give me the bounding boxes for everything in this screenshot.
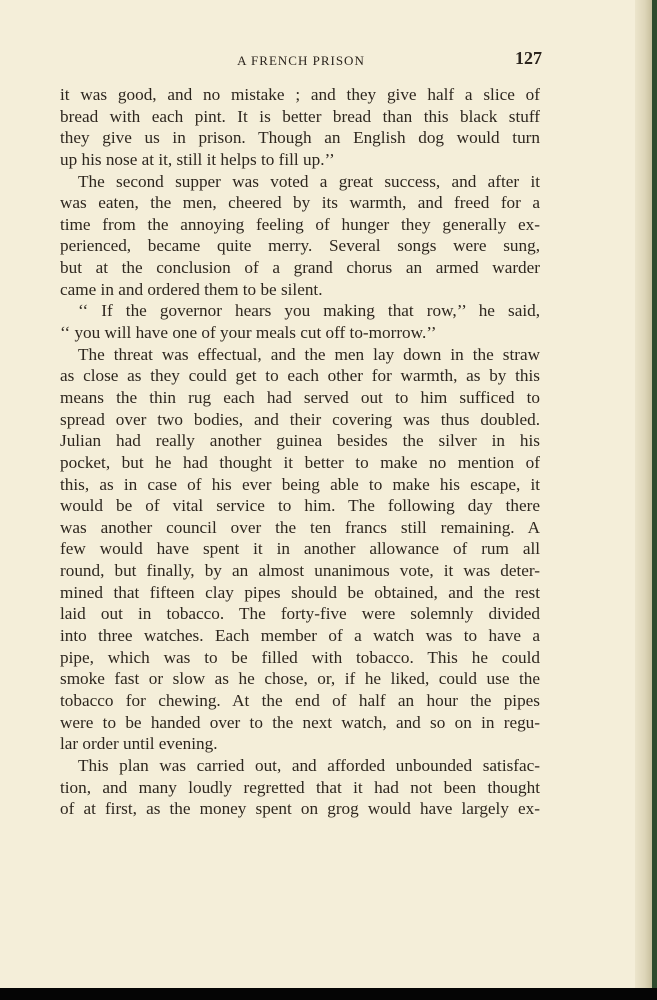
text-line: as close as they could get to each other for warmth, as by this: [60, 366, 540, 386]
book-spine-edge: [652, 0, 657, 988]
text-line: mined that fifteen clay pipes should be obtained, and the rest: [60, 582, 540, 602]
body-text: [60, 84, 540, 820]
text-line: bread with each pint. It is better bread than this black stuff: [60, 106, 540, 126]
text-line: it was good, and no mistake ; and they give half a slice of: [60, 85, 540, 104]
text-line: time from the annoying feeling of hunger they generally ex-: [60, 214, 540, 234]
text-line: they give us in prison. Though an English dog would turn: [60, 128, 540, 148]
text-line: pipe, which was to be filled with tobacco. This he could: [60, 647, 540, 667]
text-line: into three watches. Each member of a watch was to have a: [60, 626, 540, 646]
text-line: ‘‘ If the governor hears you making that row,’’ he said,: [78, 301, 540, 321]
text-line: Julian had really another guinea besides the silver in his: [60, 431, 540, 451]
text-line: of at first, as the money spent on grog would have largely ex-: [60, 799, 540, 819]
text-line: laid out in tobacco. The forty-five were solemnly divided: [60, 604, 540, 624]
text-line: This plan was carried out, and afforded unbounded satisfac-: [78, 755, 540, 775]
running-head: A FRENCH PRISON: [237, 53, 365, 68]
text-line: were to be handed over to the next watch, and so on in regu-: [60, 712, 540, 732]
text-line: round, but finally, by an almost unanimous vote, it was deter-: [60, 561, 540, 581]
text-line: but at the conclusion of a grand chorus an armed warder: [60, 258, 540, 278]
text-line: was eaten, the men, cheered by its warmth, and freed for a: [60, 193, 540, 213]
text-line: smoke fast or slow as he chose, or, if he liked, could use the: [60, 669, 540, 689]
text-line: perienced, became quite merry. Several songs were sung,: [60, 236, 540, 256]
text-line: came in and ordered them to be silent.: [60, 279, 323, 299]
text-line: few would have spent it in another allowance of rum all: [60, 539, 540, 559]
text-line: The second supper was voted a great success, and after it: [78, 171, 540, 191]
text-line: pocket, but he had thought it better to make no mention of: [60, 452, 540, 472]
text-line: this, as in case of his ever being able to make his escape, it: [60, 474, 540, 494]
text-line: The threat was effectual, and the men lay down in the straw: [78, 344, 540, 364]
text-line: means the thin rug each had served out to him sufficed to: [60, 387, 540, 407]
page-header: [60, 48, 542, 74]
text-line: lar order until evening.: [60, 734, 218, 754]
text-line: spread over two bodies, and their covering was thus doubled.: [60, 409, 540, 429]
scan-bottom-edge: [0, 988, 657, 1000]
text-line: was another council over the ten francs still remaining. A: [60, 517, 540, 537]
text-line: up his nose at it, still it helps to fill up.’’: [60, 149, 335, 169]
text-line: tion, and many loudly regretted that it had not been thought: [60, 777, 540, 797]
page-number: 127: [515, 48, 542, 68]
text-line: ‘‘ you will have one of your meals cut off to-morrow.’’: [60, 323, 437, 343]
text-line: would be of vital service to him. The following day there: [60, 496, 540, 516]
text-line: tobacco for chewing. At the end of half an hour the pipes: [60, 690, 540, 710]
